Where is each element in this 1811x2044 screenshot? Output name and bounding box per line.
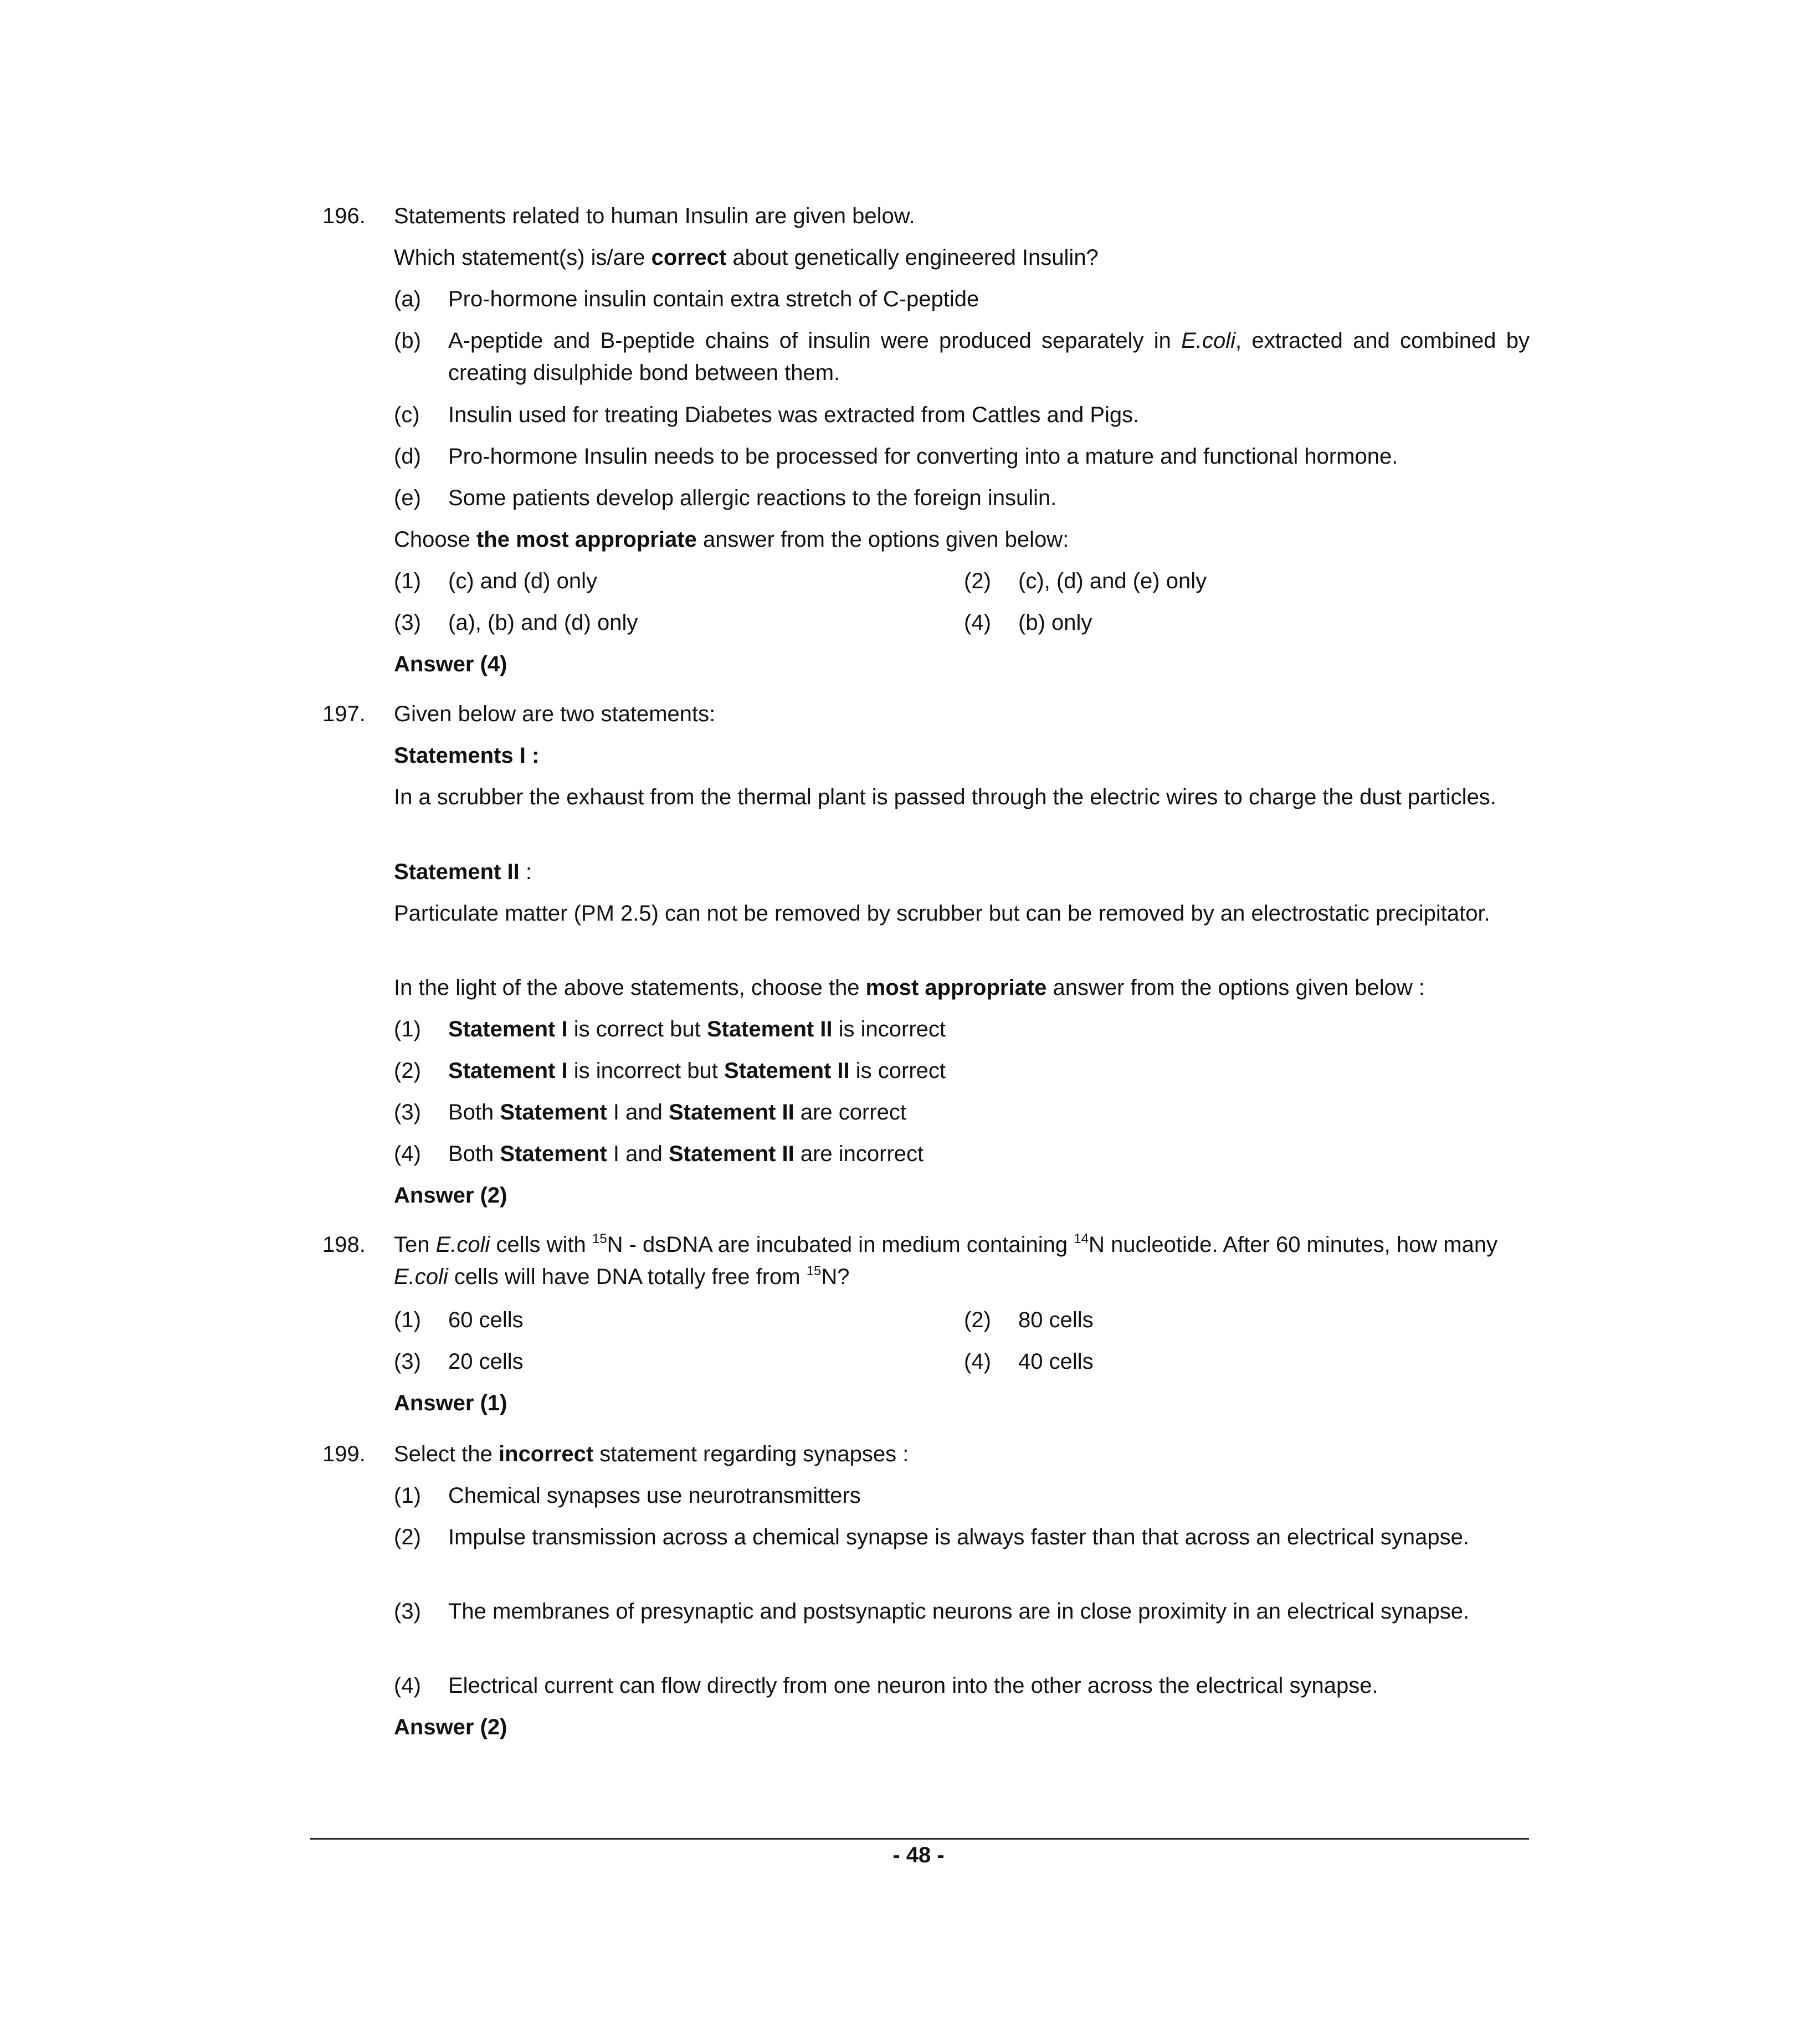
q198-option-label: (2) [964,1308,991,1332]
q197-statement1-text: In a scrubber the exhaust from the thermal plant is passed through the electric wires to charge the dust particles. [394,785,1496,809]
q196-stem-line2: Which statement(s) is/are correct about genetically engineered Insulin? [394,245,1099,270]
q196-item-text: A-peptide and B-peptide chains of insulin were produced separately in E.coli, extracted and combined by creating disulphide bond between them. [448,328,1530,385]
q196-item-label: (e) [394,486,421,510]
q199-option-text: Impulse transmission across a chemical synapse is always faster than that across an electrical synapse. [448,1525,1470,1549]
q197-statement2-text: Particulate matter (PM 2.5) can not be removed by scrubber but can be removed by an electrostatic precipitator. [394,901,1490,926]
q196-item-text: Pro-hormone insulin contain extra stretch of C-peptide [448,287,979,311]
q196-option-label: (4) [964,610,991,635]
q196-option-text: (b) only [1018,610,1092,635]
q196-item-text: Some patients develop allergic reactions to the foreign insulin. [448,486,1057,510]
q196-item-label: (a) [394,287,421,311]
q198-option-text: 80 cells [1018,1308,1094,1332]
q197-option-label: (4) [394,1142,421,1166]
q197-option-label: (2) [394,1059,421,1083]
q196-item-label: (c) [394,403,420,427]
q196-item-label: (d) [394,444,421,469]
q197-option-label: (1) [394,1017,421,1041]
q196-stem-line1: Statements related to human Insulin are given below. [394,204,915,228]
q196-option-text: (c), (d) and (e) only [1018,569,1207,593]
q199-answer: Answer (2) [394,1715,507,1739]
q198-answer: Answer (1) [394,1391,507,1415]
q199-option-text: Electrical current can flow directly from one neuron into the other across the electrical synapse. [448,1673,1378,1698]
q199-option-label: (4) [394,1673,421,1698]
q196-option-text: (a), (b) and (d) only [448,610,638,635]
q198-option-label: (4) [964,1349,991,1374]
q197-instruction: In the light of the above statements, choose the most appropriate answer from the options given below : [394,975,1425,1000]
q199-option-text: The membranes of presynaptic and postsynaptic neurons are in close proximity in an electrical synapse. [448,1599,1470,1624]
q199-stem: Select the incorrect statement regarding synapses : [394,1442,909,1466]
q199-option-label: (2) [394,1525,421,1549]
q197-option-text: Both Statement I and Statement II are incorrect [448,1142,924,1166]
q196-option-label: (2) [964,569,991,593]
q196-answer: Answer (4) [394,652,507,676]
q196-item-text: Insulin used for treating Diabetes was extracted from Cattles and Pigs. [448,403,1140,427]
q199-number: 199. [322,1442,366,1466]
q198-number: 198. [322,1232,366,1257]
q196-choose-instruction: Choose the most appropriate answer from the options given below: [394,527,1069,552]
q196-option-label: (3) [394,610,421,635]
q198-option-text: 60 cells [448,1308,524,1332]
q197-stem: Given below are two statements: [394,702,716,726]
q199-option-text: Chemical synapses use neurotransmitters [448,1483,861,1508]
q197-option-text: Statement I is incorrect but Statement II is correct [448,1059,946,1083]
q198-option-text: 20 cells [448,1349,524,1374]
q199-option-label: (3) [394,1599,421,1624]
q196-number: 196. [322,204,366,228]
q197-option-text: Statement I is correct but Statement II is incorrect [448,1017,946,1041]
q196-option-text: (c) and (d) only [448,569,597,593]
q198-option-label: (1) [394,1308,421,1332]
q197-answer: Answer (2) [394,1183,507,1208]
q197-number: 197. [322,702,366,726]
q196-option-label: (1) [394,569,421,593]
q196-item-label: (b) [394,328,421,353]
q199-option-label: (1) [394,1483,421,1508]
q197-statement2-heading: Statement II : [394,860,532,884]
q198-option-label: (3) [394,1349,421,1374]
q197-statement1-heading: Statements I : [394,743,540,768]
q198-stem: Ten E.coli cells with $^{15}$N - dsDNA are incubated in medium containing $^{14}$N nucleotide. After 60 minutes, how many E.coli cells will have DNA totally free from $^{15}$N? [394,1231,1498,1289]
q197-option-text: Both Statement I and Statement II are correct [448,1100,907,1124]
q197-option-label: (3) [394,1100,421,1124]
page-number: - 48 - [892,1843,945,1867]
q198-option-text: 40 cells [1018,1349,1094,1374]
q196-item-text: Pro-hormone Insulin needs to be processed for converting into a mature and functional hormone. [448,444,1398,469]
